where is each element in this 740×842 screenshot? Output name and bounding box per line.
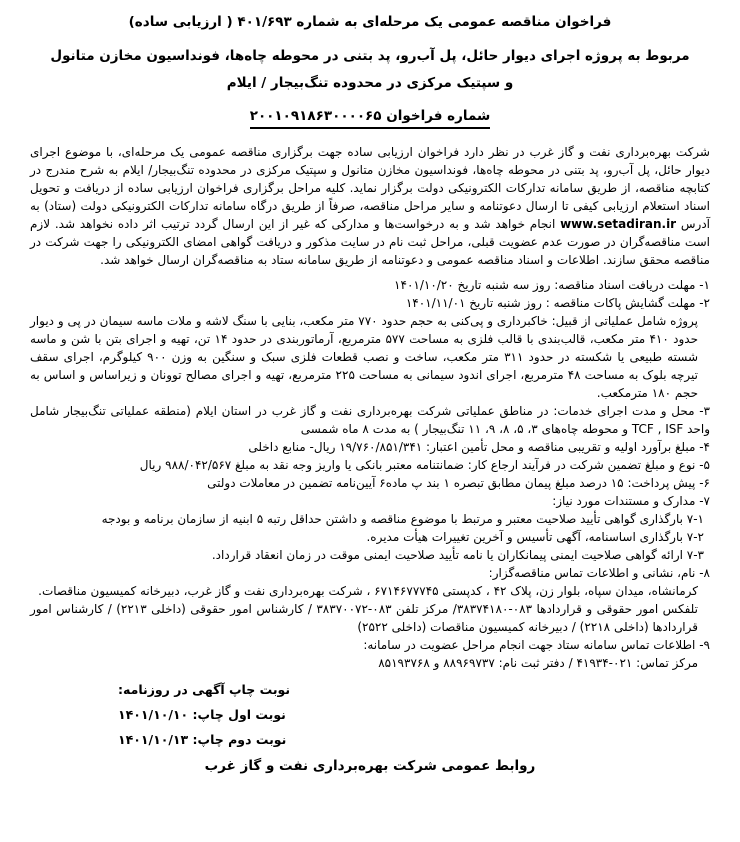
call-number-row — [30, 105, 710, 129]
item-7-2-statute-upload: ۷-۲ بارگذاری اساسنامه، آگهی تأسیس و آخرین تغییرات هیأت مدیره. — [366, 530, 704, 544]
second-print-date: نوبت دوم چاپ: ۱۴۰۱/۱۰/۱۳ — [118, 732, 287, 747]
first-print-date: نوبت اول چاپ: ۱۴۰۱/۱۰/۱۰ — [118, 707, 286, 722]
intro-paragraph — [30, 143, 710, 269]
item-3-location-duration: ۳- محل و مدت اجرای خدمات: در مناطق عملیاتی شرکت بهره‌برداری نفت و گاز غرب در استان ایلام (منطقه عملیاتی تنگ‌بیجار شامل واحد TCF , ISF و محوطه چاه‌های ۳، ۵، ۸، ۹، ۱۱ تنگ‌بیجار ) به مدت ۸ ماه شمسی — [30, 404, 710, 436]
document-footer — [30, 677, 710, 778]
setad-contact-center-line: مرکز تماس: ۰۲۱-۴۱۹۳۴ / دفتر ثبت نام: ۸۸۹۶۹۷۳۷ و ۸۵۱۹۳۷۶۸ — [378, 656, 698, 670]
item-1-document-deadline: ۱- مهلت دریافت اسناد مناقصه: روز سه شنبه تاریخ ۱۴۰۱/۱۰/۲۰ — [394, 278, 710, 292]
tender-call-number: شماره فراخوان ۲۰۰۱۰۹۱۸۶۳۰۰۰۰۶۵ — [250, 108, 491, 129]
item-7-required-documents: ۷- مدارک و مستندات مورد نیاز: — [552, 494, 710, 508]
item-6-advance-payment: ۶- پیش پرداخت: ۱۵ درصد مبلغ پیمان مطابق تبصره ۱ بند پ ماده۶ آیین‌نامه تضمین در معاملات دولتی — [207, 476, 710, 490]
print-schedule-block — [30, 677, 710, 752]
print-schedule-heading: نوبت چاپ آگهی در روزنامه: — [118, 682, 291, 697]
intro-text-part2: انجام خواهد شد و به درخواست‌ها و مدارکی که غیر از این ارسال گردد ترتیب اثر داده نخواهد شد. لازم است مناقصه‌گران در صورت عدم عضویت قبلی، مراحل ثبت نام در سایت مذکور و دریافت گواهی امضای الکترونیکی را جهت شرکت در مناقصه محقق سازند. اطلاعات و اسناد مناقصه عمومی و دعوتنامه از طریق سامانه ستاد به مناقصه‌گران ارسال خواهد شد. — [30, 217, 710, 267]
item-5-bid-guarantee: ۵- نوع و مبلغ تضمین شرکت در فرآیند ارجاع کار: ضمانتنامه معتبر بانکی یا واریز وجه نقد به مبلغ ۹۸۸/۰۴۲/۵۶۷ ریال — [139, 458, 710, 472]
item-7-3-safety-certificate: ۷-۳ ارائه گواهی صلاحیت ایمنی پیمانکاران یا نامه تأیید صلاحیت ایمنی موقت در زمان انعقاد قرارداد. — [211, 548, 704, 562]
public-relations-signature: روابط عمومی شرکت بهره‌برداری نفت و گاز غرب — [204, 758, 536, 774]
item-4-cost-estimate: ۴- مبلغ برآورد اولیه و تقریبی مناقصه و محل تأمین اعتبار: ۱۹/۷۶۰/۸۵۱/۳۴۱ ریال- منابع داخلی — [248, 440, 710, 454]
intro-text-part1: شرکت بهره‌برداری نفت و گاز غرب در نظر دارد فراخوان ارزیابی ساده جهت برگزاری مناقصه عمومی یک مرحله‌ای، با موضوع اجرای دیوار حائل، پل آب‌رو، پد بتنی در محوطه چاه‌ها، فونداسیون مخازن متانول و سپتیک مرکزی در محدوده تنگ‌بیجار/ ایلام به شرح مندرج در کتابچه مناقصه، از طریق سامانه تدارکات الکترونیکی دولت برگزار نماید. کلیه مراحل برگزاری فراخوان ارزیابی ساده از دریافت و تحویل اسناد استعلام ارزیابی کیفی تا ارسال دعوتنامه و سایر مراحل مناقصه، صرفاً از طریق درگاه سامانه تدارکات الکترونیکی دولت (ستاد) به آدرس — [30, 145, 711, 231]
project-scope-paragraph: پروژه شامل عملیاتی از قبیل: خاکبرداری و پی‌کنی به حجم حدود ۷۷۰ متر مکعب، بنایی با سنگ لاشه و ملات ماسه سیمان در پی و دیوار حدود ۴۱۰ متر مکعب، قالب‌بندی با قالب فلزی به مساحت ۵۷۷ مترمربع، آرماتوربندی در حدود ۱۴ تن، تهیه و اجرای بتن با شن و ماسه شسته طبیعی یا شکسته در حدود ۳۱۱ متر مکعب، ساخت و نصب قطعات فلزی سبک و سنگین به وزن ۹۰۰ کیلوگرم، اجرای سقف تیرچه بلوک به مساحت ۴۸ مترمربع، اجرای اندود سیمانی به مساحت ۲۲۵ مترمربع، تهیه و اجرای مصالح توونان و زیراساس و اساس به حجم ۱۸۰ مترمکعب. — [30, 314, 699, 400]
document-body — [30, 143, 710, 672]
item-7-1-qualification-certificate: ۷-۱ بارگذاری گواهی تأیید صلاحیت معتبر و مرتبط با موضوع مناقصه و داشتن حداقل رتبه ۵ ابنیه از سازمان برنامه و بودجه — [101, 512, 704, 526]
item-9-setad-contact: ۹- اطلاعات تماس سامانه ستاد جهت انجام مراحل عضویت در سامانه: — [363, 638, 710, 652]
telefax-phone-line: تلفکس امور حقوقی و قراردادها ۰۸۳-۳۸۳۷۴۱۸۰/ مرکز تلفن ۰۸۳-۳۸۳۷۰۰۷۲ / کارشناس امور حقوقی (داخلی ۲۲۱۳) / کارشناس امور قراردادها (داخلی ۲۲۱۸) / دبیرخانه کمیسیون مناقصات (داخلی ۲۵۲۲) — [30, 602, 698, 634]
tender-title: فراخوان مناقصه عمومی یک مرحله‌ای به شماره ۴۰۱/۶۹۳ ( ارزیابی ساده) — [128, 14, 612, 30]
item-2-bid-opening: ۲- مهلت گشایش پاکات مناقصه : روز شنبه تاریخ ۱۴۰۱/۱۱/۰۱ — [405, 296, 710, 310]
tenderer-address-line: کرمانشاه، میدان سپاه، بلوار زن، پلاک ۴۲ ، کدپستی ۶۷۱۴۶۷۷۷۴۵ ، شرکت بهره‌برداری نفت و گاز غرب، دبیرخانه کمیسیون مناقصات. — [38, 584, 698, 598]
setadiran-url: www.setadiran.ir — [560, 217, 677, 231]
tender-subject: مربوط به پروژه اجرای دیوار حائل، پل آب‌رو، پد بتنی در محوطه چاه‌ها، فونداسیون مخازن متانول و سپتیک مرکزی در محدوده تنگ‌بیجار / ایلام — [50, 48, 690, 91]
item-8-tenderer-contact: ۸- نام، نشانی و اطلاعات تماس مناقصه‌گزار: — [488, 566, 710, 580]
